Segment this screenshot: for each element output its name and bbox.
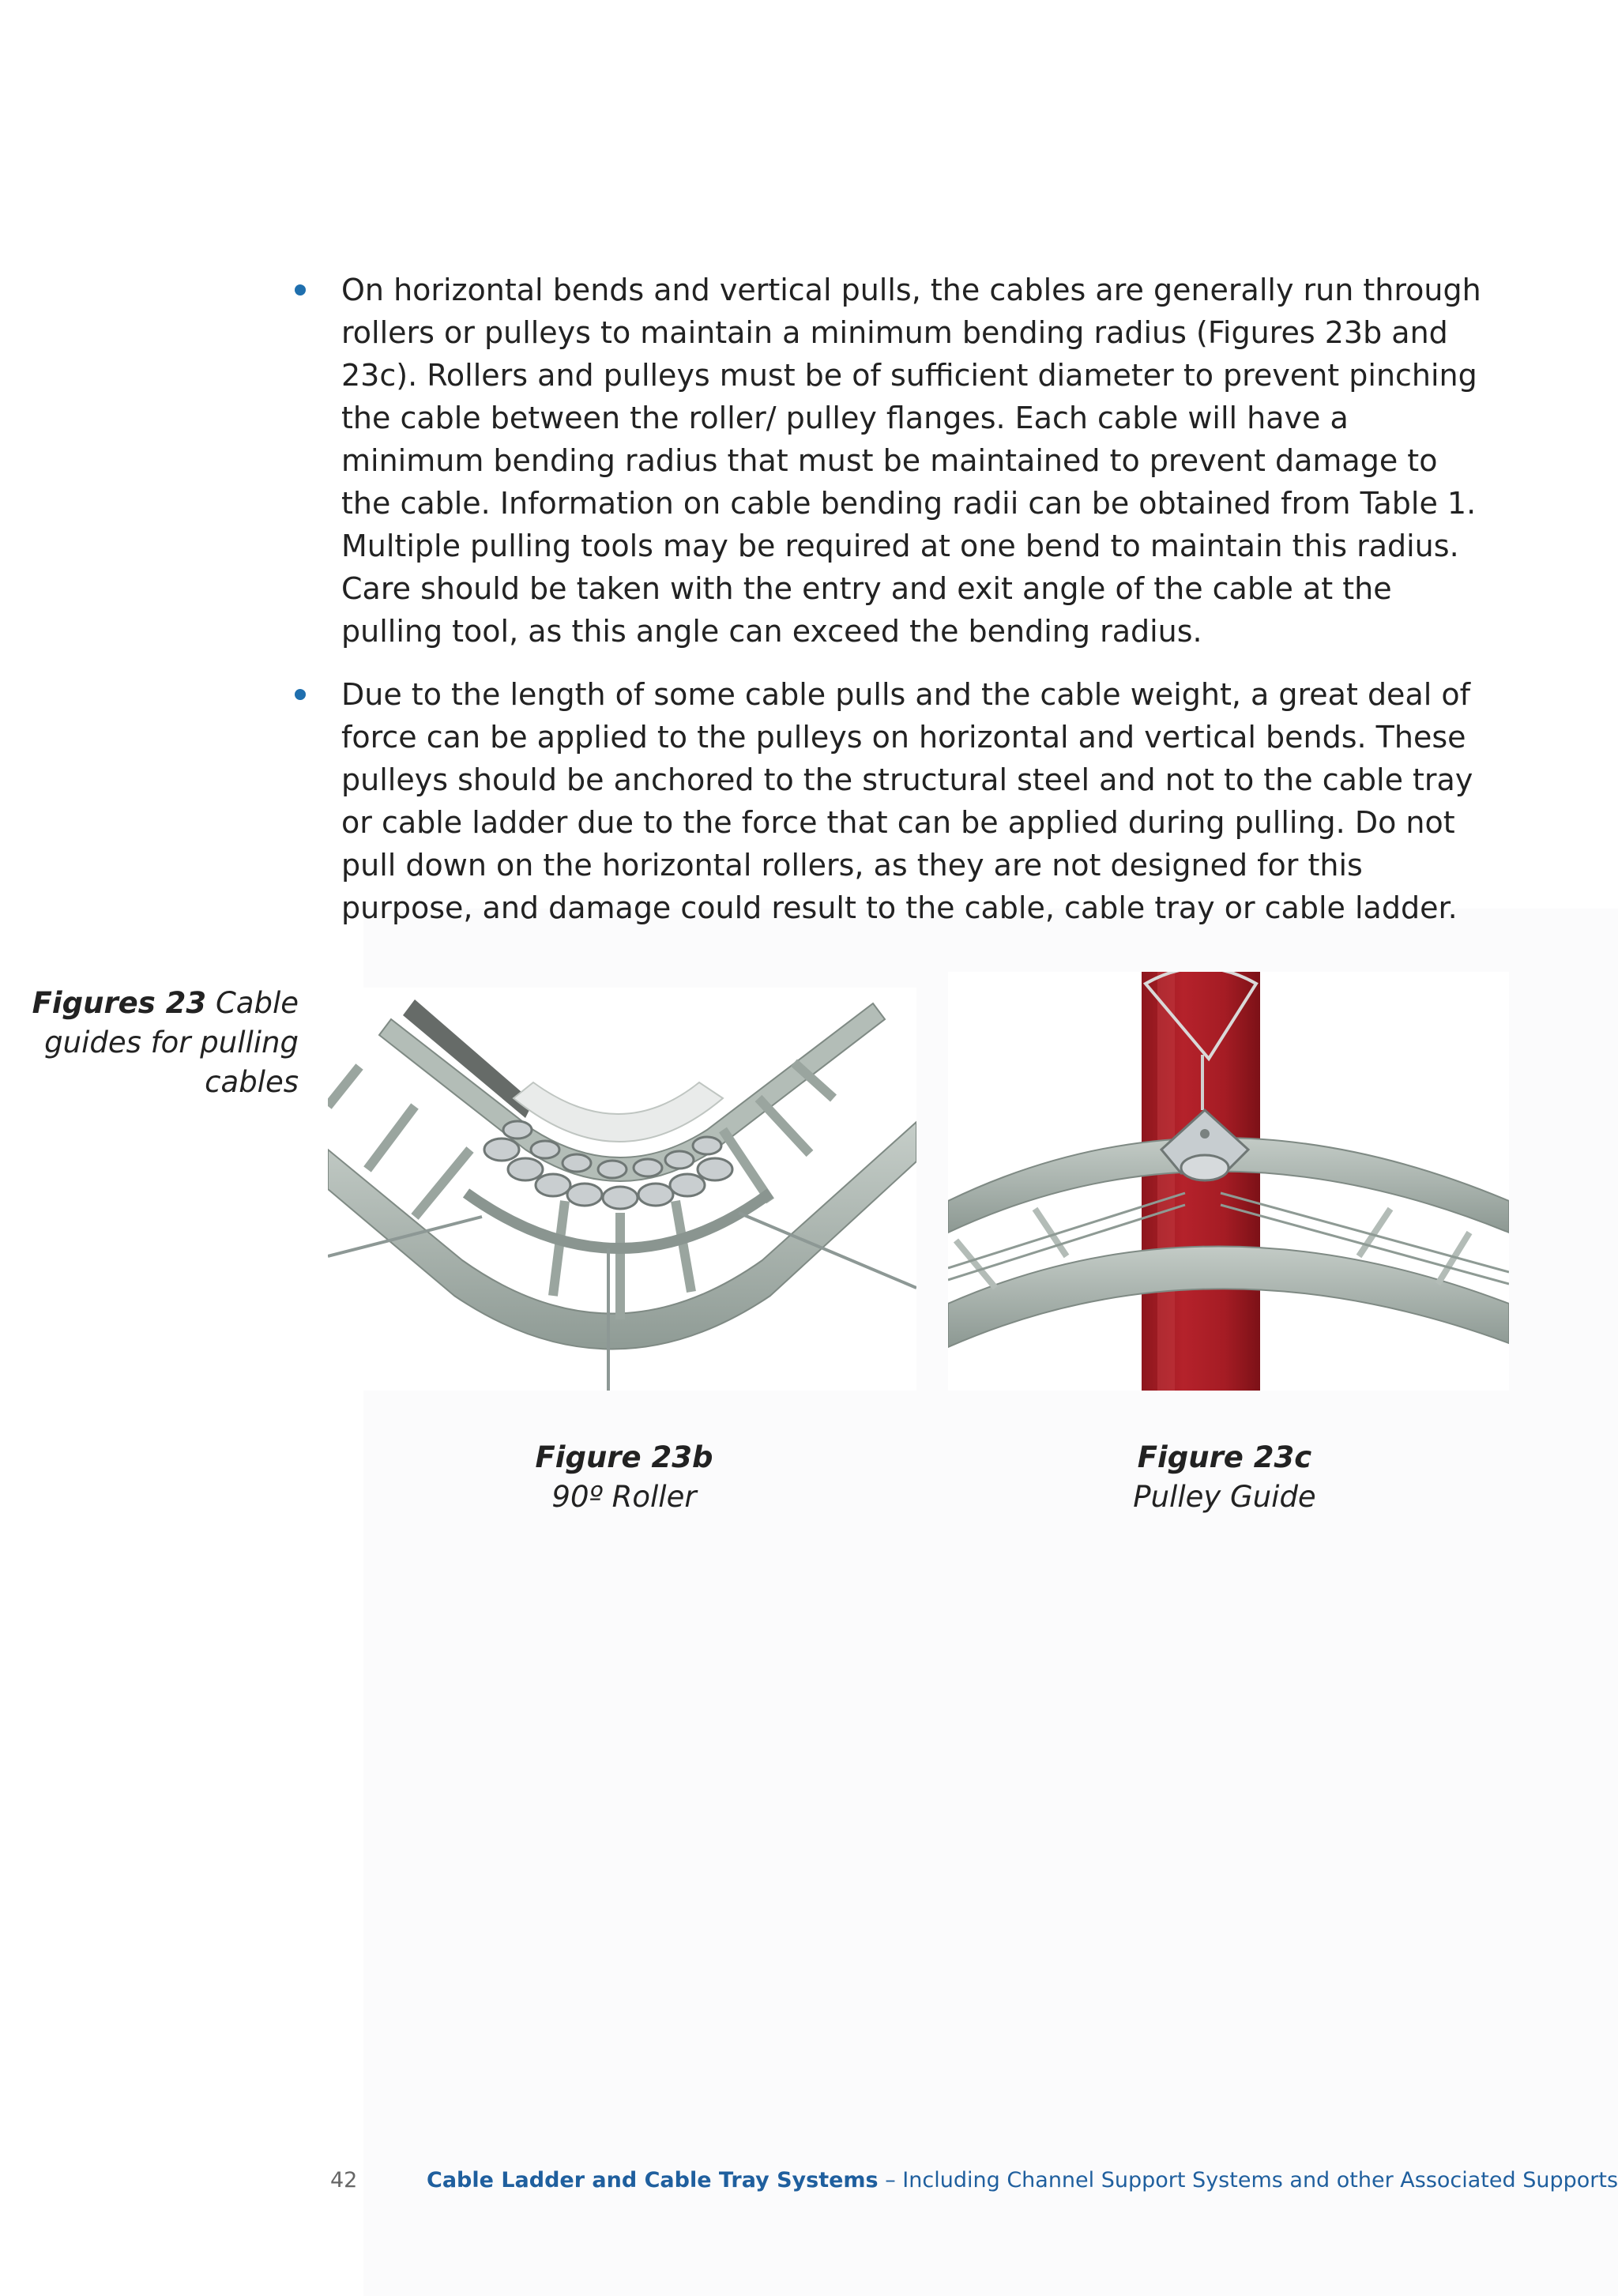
page-footer [330,2165,1618,2196]
figure-group-description: Cable guides for pulling cables [44,986,299,1099]
bullet-text: Due to the length of some cable pulls and the cable weight, a great deal of force can be applied to the pulleys on horizontal and vertical bends. These pulleys should be anchored to the structural steel and not to the cable tray or cable ladder due to the force that can be applied during pulling. Do not pull down on the horizontal rollers, as they are not designed for this purpose, and damage could result to the cable, cable tray or cable ladder. [341,677,1473,925]
footer-subtitle: – Including Channel Support Systems and other Associated Supports [878,2168,1618,2192]
pulley-illustration [948,972,1509,1391]
bullet-item [288,673,1489,929]
figure-23b-subtitle: 90º Roller [551,1480,697,1514]
bullet-text: On horizontal bends and vertical pulls, the cables are generally run through rollers or pulleys to maintain a minimum bending radius (Figures 23b and 23c). Rollers and pulleys must be of sufficient diameter to prevent pinching the cable between the roller/ pulley flanges. Each cable will have a minimum bending radius that must be maintained to prevent damage to the cable. Information on cable bending radii can be obtained from Table 1. Multiple pulling tools may be required at one bend to maintain this radius. Care should be taken with the entry and exit angle of the cable at the pulling tool, as this angle can exceed the bending radius. [341,273,1481,649]
bullet-item [288,269,1489,653]
roller-illustration [328,988,916,1391]
figure-23b-title: Figure 23b [535,1440,713,1474]
bullet-dot [295,284,306,295]
figure-23b-caption [442,1438,806,1517]
footer-title: Cable Ladder and Cable Tray Systems [427,2168,879,2192]
figure-group-caption [32,984,299,1102]
bullet-dot [295,689,306,700]
bullet-list [288,269,1489,950]
figure-group-label: Figures 23 [32,986,207,1020]
figure-23c-subtitle: Pulley Guide [1133,1480,1316,1514]
page-number: 42 [330,2168,358,2192]
figure-23c-caption [1043,1438,1406,1517]
figure-23c-title: Figure 23c [1137,1440,1312,1474]
figure-23b-image [328,988,916,1391]
figure-23c-image [948,972,1509,1391]
